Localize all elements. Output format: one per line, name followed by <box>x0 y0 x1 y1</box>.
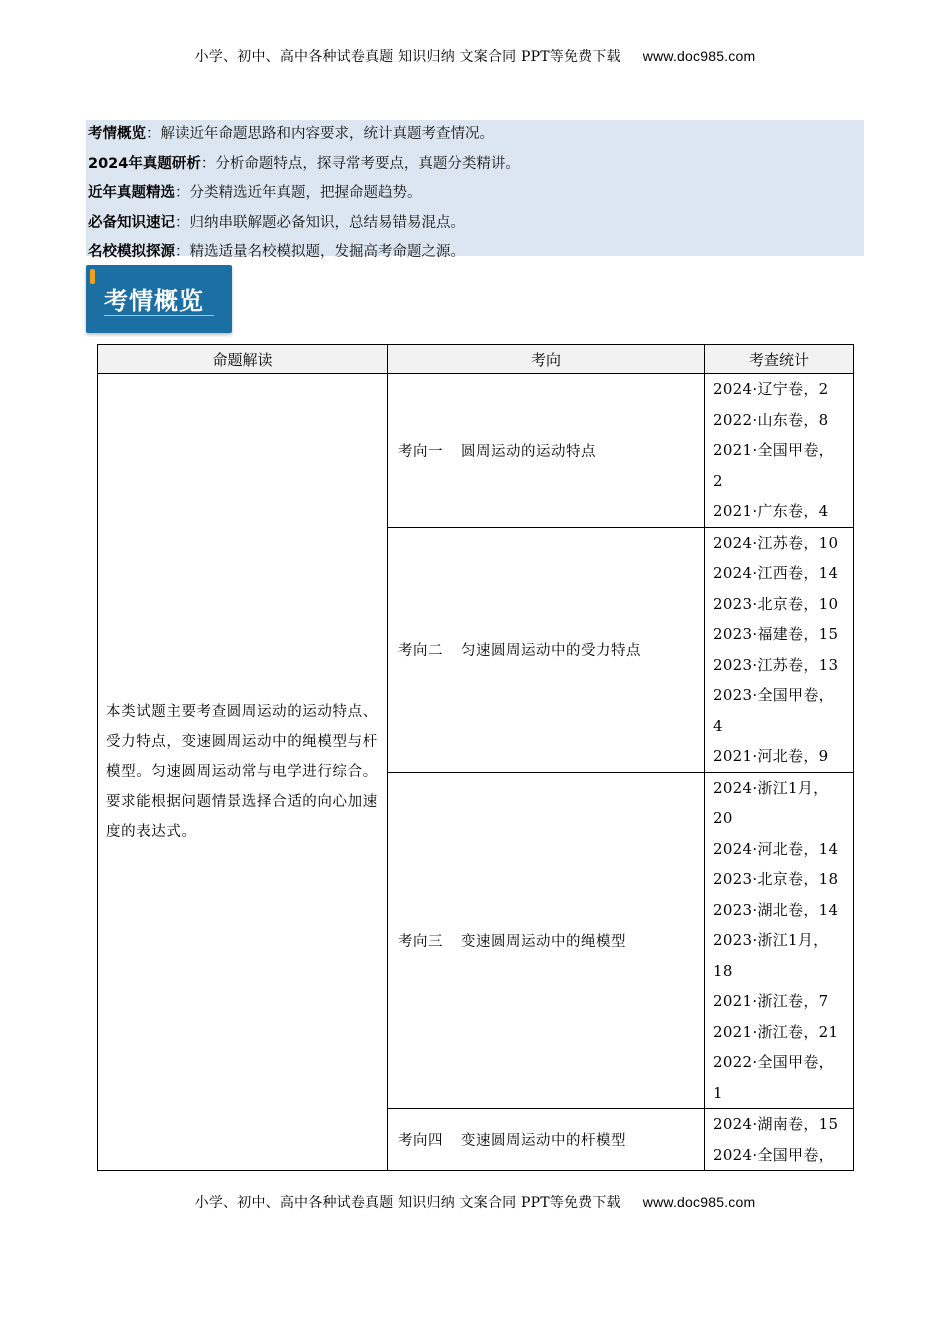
stats-cell <box>705 527 854 772</box>
intro-value: ：分析命题特点，探寻常考要点，真题分类精讲。 <box>200 155 520 172</box>
page-footer <box>0 1192 950 1212</box>
stat-line: 1 <box>713 1083 723 1102</box>
direction-name: 匀速圆周运动中的受力特点 <box>461 643 641 659</box>
stat-line: 2024·全国甲卷， <box>713 1145 834 1164</box>
header-interpretation: 命题解读 <box>98 345 388 374</box>
direction-label: 考向二 <box>398 643 443 659</box>
direction-label: 考向三 <box>398 933 443 950</box>
stat-line: 2023·福建卷，15 <box>713 625 839 643</box>
interpretation-cell: 本类试题主要考查圆周运动的运动特点、受力特点，变速圆周运动中的绳模型与杆模型。匀速圆周运动常与电学进行综合。要求能根据问题情景选择合适的向心加速度的表达式。 <box>98 374 388 1171</box>
stat-line: 2021·河北卷，9 <box>713 747 829 765</box>
direction-cell <box>388 374 705 528</box>
stats-cell <box>705 374 854 528</box>
intro-key: 近年真题精选 <box>88 185 175 201</box>
direction-name: 圆周运动的运动特点 <box>461 443 596 460</box>
table-header-row <box>98 345 854 374</box>
page-header <box>0 46 950 66</box>
intro-key: 名校模拟探源 <box>88 244 175 260</box>
header-direction: 考向 <box>388 345 705 374</box>
stat-line: 2023·浙江1月， <box>713 931 829 949</box>
overview-table <box>97 344 854 1171</box>
stat-line: 2024·江西卷，14 <box>713 564 839 582</box>
section-title: 考情概览 <box>104 287 204 315</box>
intro-value: ：归纳串联解题必备知识，总结易错易混点。 <box>175 214 465 231</box>
intro-row <box>88 150 862 180</box>
direction-name: 变速圆周运动中的绳模型 <box>461 933 626 950</box>
stat-line: 18 <box>713 961 733 980</box>
stat-line: 2024·浙江1月， <box>713 778 829 797</box>
stat-line: 2023·北京卷，18 <box>713 870 839 888</box>
table-row <box>98 374 854 528</box>
footer-text: 小学、初中、高中各种试卷真题 知识归纳 文案合同 PPT等免费下载 <box>194 1195 621 1211</box>
intro-box <box>86 120 864 260</box>
direction-label: 考向一 <box>398 443 443 460</box>
intro-row <box>88 238 862 268</box>
stat-line: 2024·江苏卷，10 <box>713 533 839 552</box>
header-url[interactable]: www.doc985.com <box>642 48 756 64</box>
direction-cell <box>388 772 705 1109</box>
stat-line: 2021·全国甲卷， <box>713 441 834 459</box>
header-text: 小学、初中、高中各种试卷真题 知识归纳 文案合同 PPT等免费下载 <box>194 49 621 65</box>
stat-line: 2022·全国甲卷， <box>713 1053 834 1071</box>
intro-value: ：解读近年命题思路和内容要求，统计真题考查情况。 <box>146 126 494 142</box>
stat-line: 2023·全国甲卷， <box>713 686 834 704</box>
stats-cell <box>705 772 854 1109</box>
intro-value: ：精选适量名校模拟题，发掘高考命题之源。 <box>175 244 465 260</box>
stat-line: 2024·河北卷，14 <box>713 839 839 858</box>
intro-key: 必备知识速记 <box>88 214 175 231</box>
direction-name: 变速圆周运动中的杆模型 <box>461 1133 626 1149</box>
intro-key: 考情概览 <box>88 126 146 142</box>
intro-key: 2024年真题研析 <box>88 155 201 172</box>
direction-cell <box>388 1109 705 1171</box>
stat-line: 2024·湖南卷，15 <box>713 1115 839 1133</box>
intro-row <box>88 120 862 150</box>
stat-line: 2022·山东卷，8 <box>713 410 829 429</box>
section-title-banner <box>86 265 232 333</box>
title-underline <box>104 315 214 316</box>
stat-line: 2023·湖北卷，14 <box>713 900 839 919</box>
direction-cell <box>388 527 705 772</box>
stat-line: 2021·浙江卷，7 <box>713 992 829 1010</box>
intro-row <box>88 179 862 209</box>
intro-value: ：分类精选近年真题，把握命题趋势。 <box>175 185 422 201</box>
stat-line: 4 <box>713 716 723 735</box>
direction-label: 考向四 <box>398 1133 443 1149</box>
stat-line: 2023·江苏卷，13 <box>713 655 839 674</box>
footer-url[interactable]: www.doc985.com <box>642 1194 756 1210</box>
stat-line: 2 <box>713 471 723 490</box>
stat-line: 2023·北京卷，10 <box>713 594 839 613</box>
stat-line: 2021·浙江卷，21 <box>713 1022 839 1041</box>
stat-line: 20 <box>713 809 733 827</box>
header-statistics: 考查统计 <box>705 345 854 374</box>
stat-line: 2021·广东卷，4 <box>713 502 829 520</box>
intro-row <box>88 209 862 239</box>
stats-cell <box>705 1109 854 1171</box>
stat-line: 2024·辽宁卷，2 <box>713 380 829 398</box>
title-accent-mark <box>90 269 95 284</box>
